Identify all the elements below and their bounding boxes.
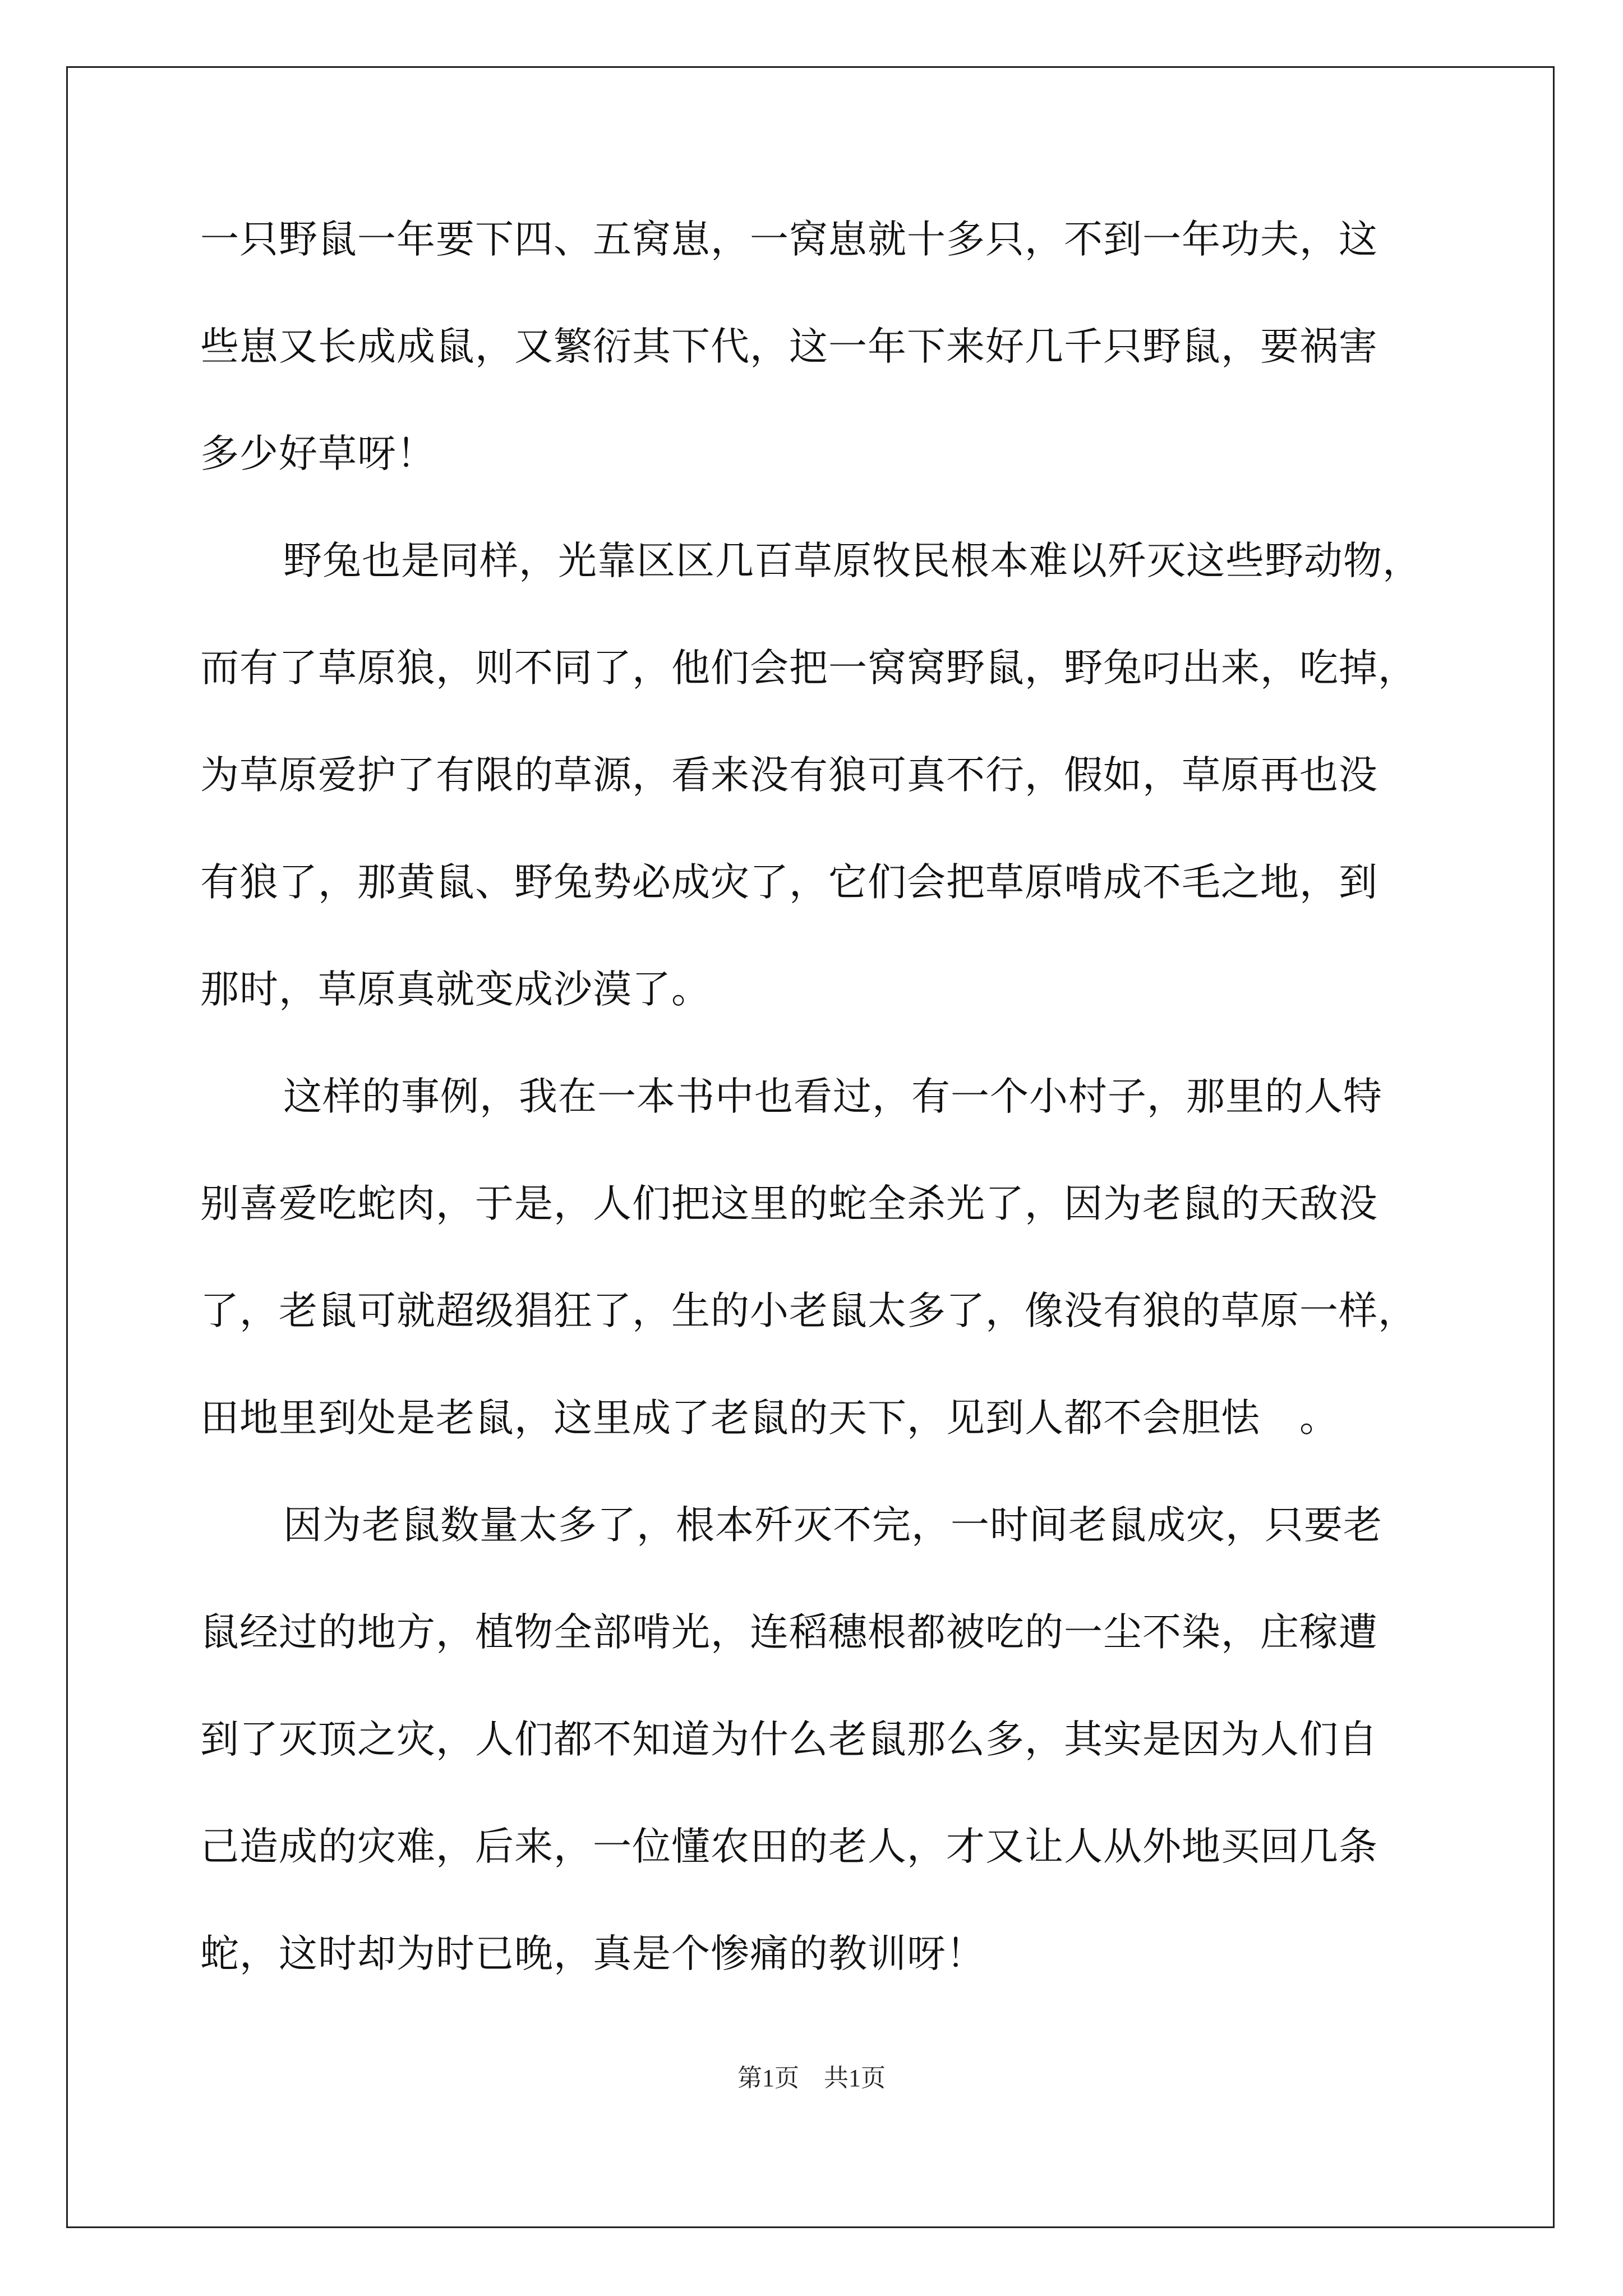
- page-number-footer: 第1页 共1页: [737, 2064, 886, 2092]
- text-line: 别喜爱吃蛇肉，于是，人们把这里的蛇全杀光了，因为老鼠的天敌没: [200, 1181, 1378, 1226]
- text-line: 而有了草原狼，则不同了，他们会把一窝窝野鼠，野兔叼出来，吃掉，: [200, 646, 1417, 691]
- text-line: 了，老鼠可就超级猖狂了，生的小老鼠太多了，像没有狼的草原一样，: [200, 1289, 1417, 1333]
- text-line: 那时，草原真就变成沙漠了。: [200, 967, 711, 1012]
- text-line: 到了灭顶之灾，人们都不知道为什么老鼠那么多，其实是因为人们自: [200, 1717, 1378, 1762]
- text-line: 有狼了，那黄鼠、野兔势必成灾了，它们会把草原啃成不毛之地，到: [200, 860, 1378, 905]
- text-line: 田地里到处是老鼠，这里成了老鼠的天下，见到人都不会胆怯 。: [200, 1396, 1339, 1441]
- text-line: 蛇，这时却为时已晚，真是个惨痛的教训呀！: [200, 1931, 985, 1976]
- paragraph-first-line: 因为老鼠数量太多了，根本歼灭不完，一时间老鼠成灾，只要老: [283, 1503, 1382, 1548]
- text-line: 为草原爱护了有限的草源，看来没有狼可真不行，假如，草原再也没: [200, 753, 1378, 798]
- text-line: 己造成的灾难，后来，一位懂农田的老人，才又让人从外地买回几条: [200, 1824, 1378, 1869]
- document-body: [200, 213, 1434, 2035]
- text-line: 多少好草呀！: [200, 431, 436, 476]
- text-line: 鼠经过的地方，植物全部啃光，连稻穗根都被吃的一尘不染，庄稼遭: [200, 1610, 1378, 1655]
- text-line: 一只野鼠一年要下四、五窝崽，一窝崽就十多只，不到一年功夫，这: [200, 217, 1378, 262]
- text-line: 些崽又长成成鼠，又繁衍其下代，这一年下来好几千只野鼠，要祸害: [200, 324, 1378, 369]
- paragraph-first-line: 野兔也是同样，光靠区区几百草原牧民根本难以歼灭这些野动物，: [283, 539, 1422, 583]
- paragraph-first-line: 这样的事例，我在一本书中也看过，有一个小村子，那里的人特: [283, 1074, 1382, 1119]
